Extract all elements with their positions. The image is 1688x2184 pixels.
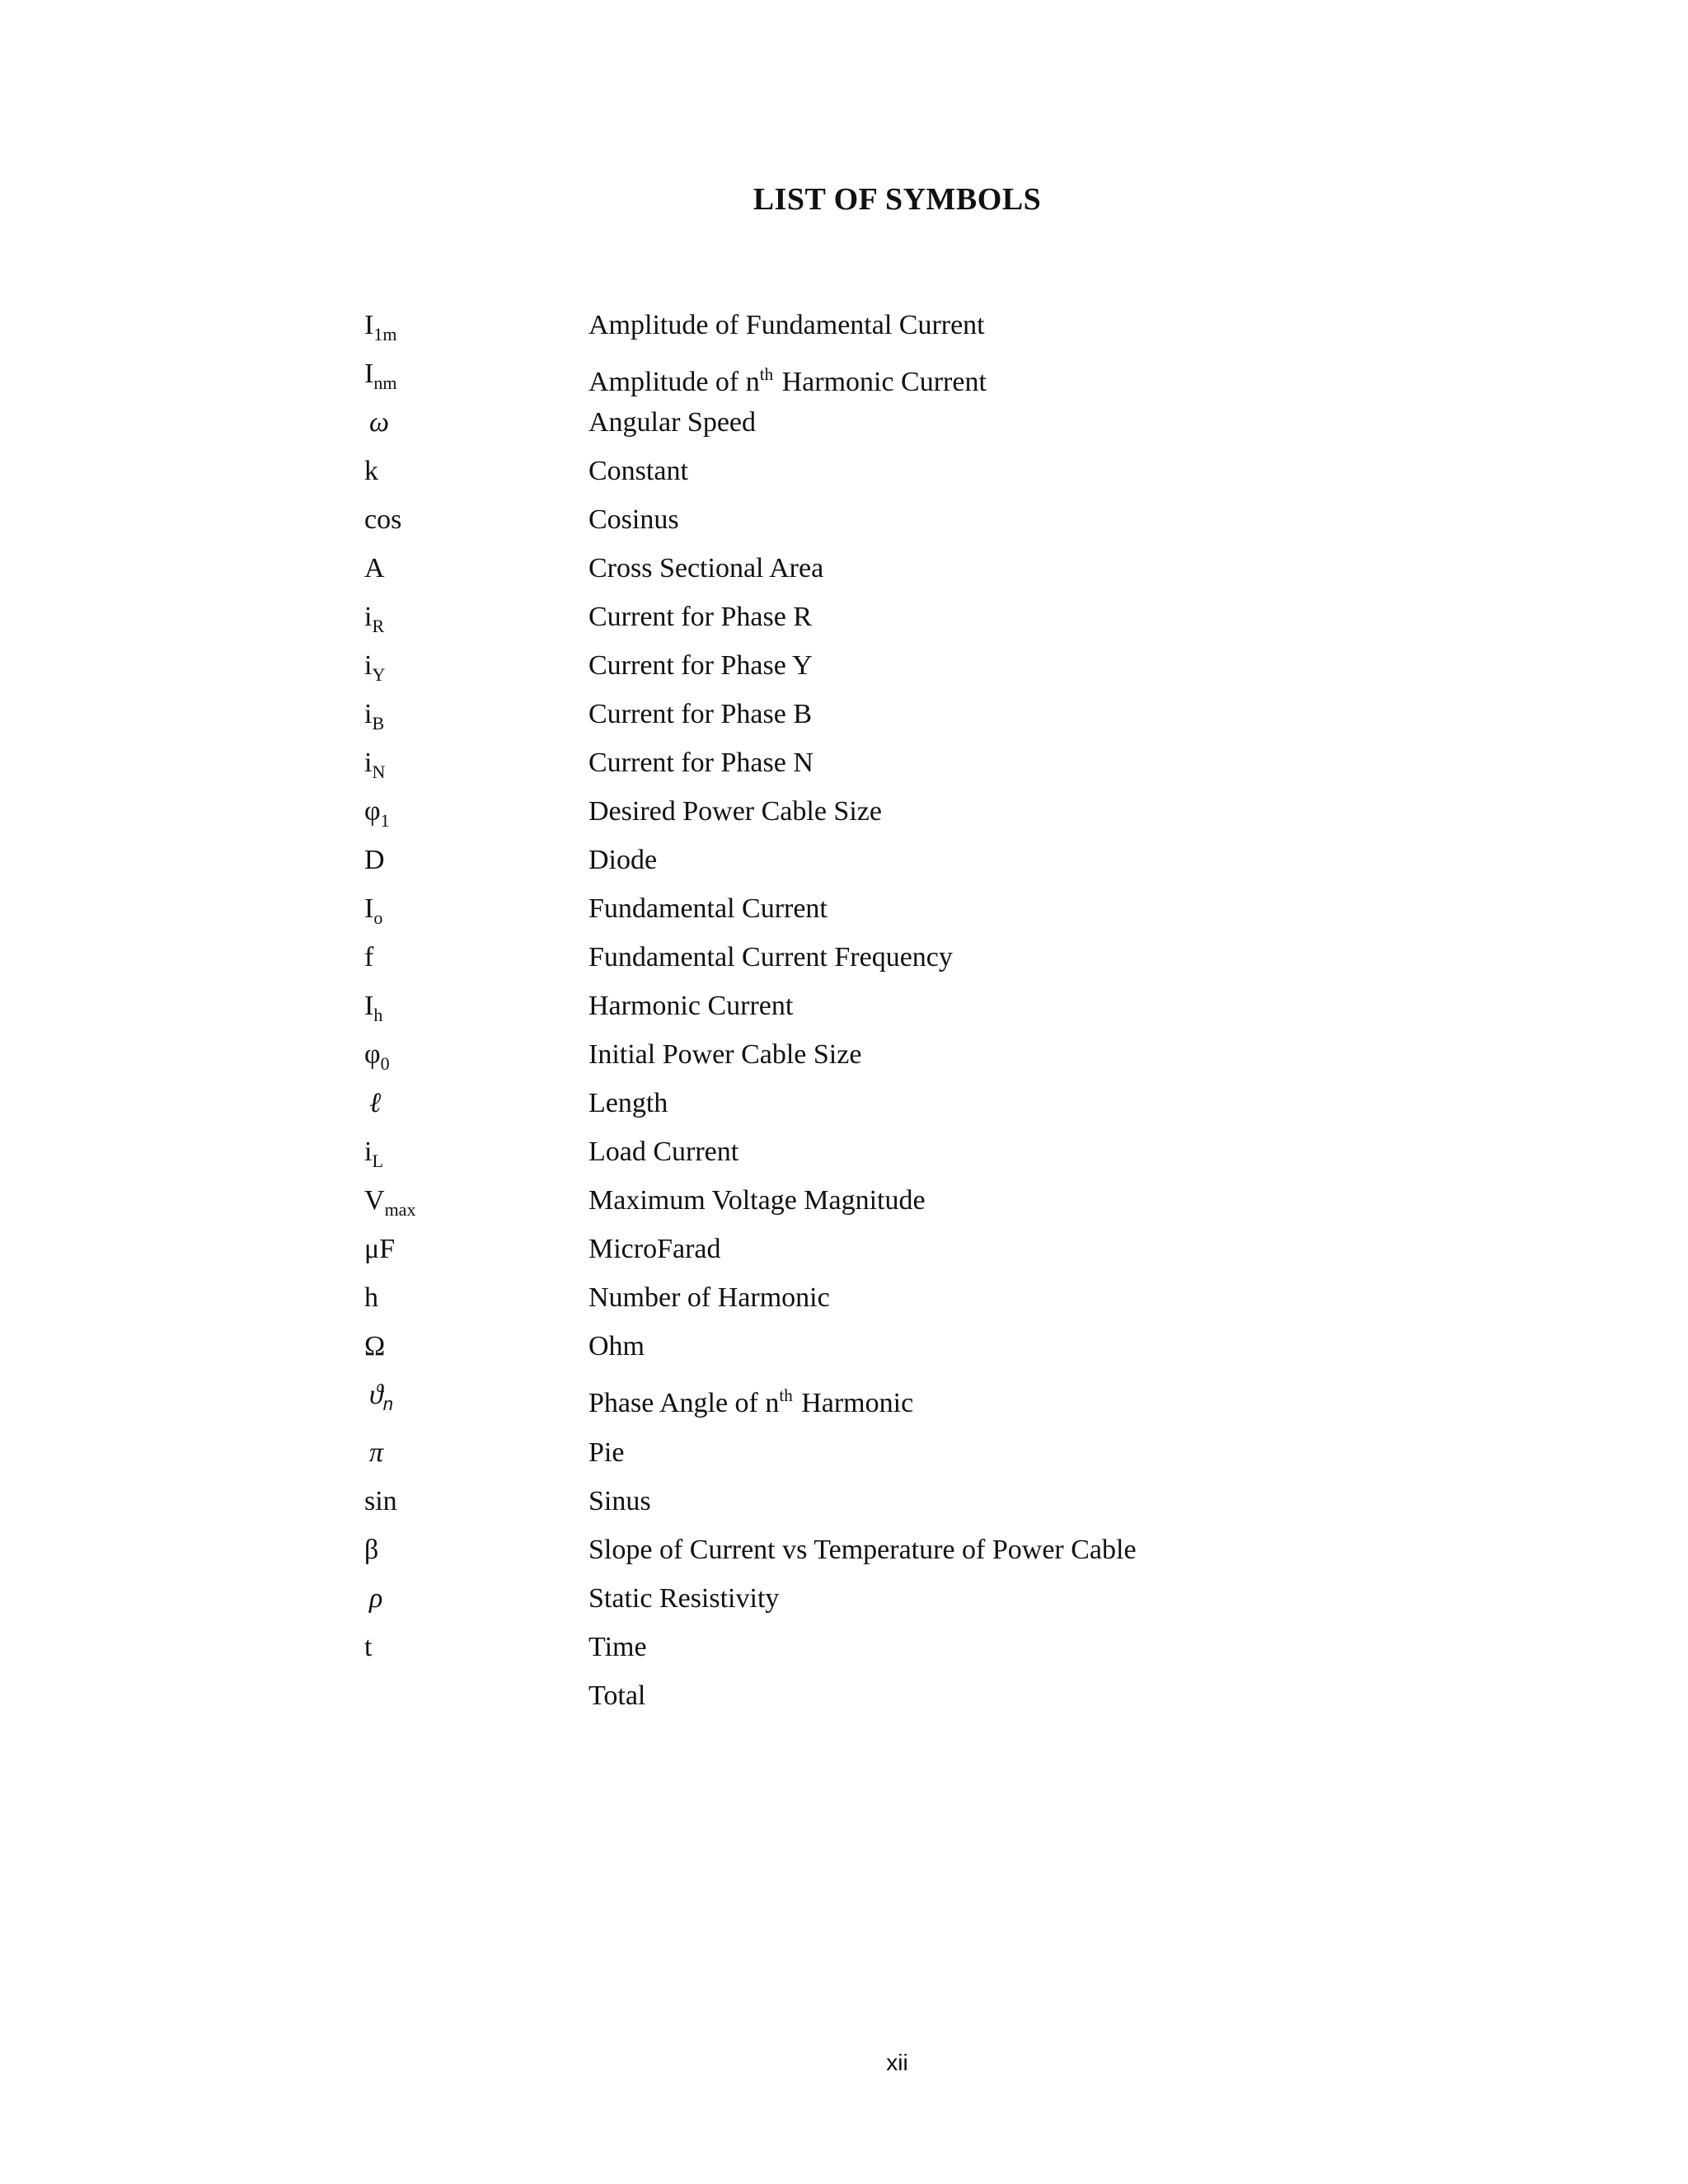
symbol: ρ [369, 1583, 383, 1614]
symbol-row [364, 402, 1436, 443]
symbol: sin [364, 1486, 397, 1516]
symbol-row [364, 1530, 1436, 1571]
symbol: $i_Y$ [364, 650, 386, 685]
symbol-row [364, 1132, 1436, 1173]
symbol-row [364, 840, 1436, 881]
symbol-description: Fundamental Current Frequency [588, 942, 953, 972]
symbol-row [364, 1627, 1436, 1668]
symbol-description: Harmonic Current [588, 991, 794, 1021]
symbol: $I_{nm}$ [364, 359, 397, 393]
symbol-description: Time [588, 1632, 647, 1662]
symbol-row [364, 645, 1436, 687]
symbol-row [364, 937, 1436, 978]
symbol: f [364, 942, 374, 972]
symbol: t [364, 1632, 373, 1662]
symbol-description: Diode [588, 845, 658, 875]
symbol-description: Fundamental Current [588, 893, 828, 924]
page-title: LIST OF SYMBOLS [753, 182, 1042, 217]
symbol-description: Current for Phase Y [588, 650, 813, 681]
symbol: cos [364, 504, 402, 535]
symbol-row [364, 986, 1436, 1027]
symbol: $i_N$ [364, 748, 386, 782]
symbol-description: Number of Harmonic [588, 1282, 830, 1313]
symbol: Ω [364, 1331, 386, 1361]
symbol: ω [369, 407, 390, 438]
symbol: $i_L$ [364, 1137, 383, 1171]
symbol: μF [364, 1234, 396, 1264]
symbol: $V_{max}$ [364, 1185, 416, 1220]
symbol-description: Ohm [588, 1331, 645, 1361]
symbol-row [364, 305, 1436, 346]
symbol-description: Amplitude of $n^{th}$ Harmonic Current [588, 364, 987, 397]
symbol-description: Amplitude of Fundamental Current [588, 310, 985, 340]
symbol: A [364, 553, 385, 583]
symbol-description: Length [588, 1088, 668, 1118]
symbol-description: Initial Power Cable Size [588, 1039, 862, 1070]
symbol-row [364, 499, 1436, 541]
symbol-description: Sinus [588, 1486, 651, 1516]
symbol: $\varphi_1$ [364, 796, 390, 831]
symbol: π [369, 1437, 384, 1468]
symbol: $\varphi_0$ [364, 1039, 390, 1074]
symbol-row [364, 1034, 1436, 1076]
symbol-row [364, 888, 1436, 930]
symbol: D [364, 845, 385, 875]
symbol-row [364, 1675, 1436, 1717]
symbol-row [364, 548, 1436, 589]
symbol-row [364, 1375, 1436, 1416]
symbol-row [364, 1229, 1436, 1270]
symbol-row [364, 1432, 1436, 1474]
symbol-description: Pie [588, 1437, 625, 1468]
symbol-description: Maximum Voltage Magnitude [588, 1185, 926, 1216]
symbol: $I_{1m}$ [364, 310, 397, 344]
symbol-description: Cross Sectional Area [588, 553, 824, 583]
symbol-description: Angular Speed [588, 407, 757, 438]
symbol: h [364, 1282, 378, 1313]
symbol: $ϑ_n$ [369, 1380, 393, 1414]
symbol: $i_B$ [364, 699, 385, 733]
symbol: k [364, 456, 378, 486]
symbol-row [364, 1180, 1436, 1221]
symbol: ℓ [369, 1088, 382, 1118]
symbol-row [364, 1083, 1436, 1124]
symbol-description: Current for Phase R [588, 602, 813, 632]
symbol-description: Current for Phase B [588, 699, 813, 729]
symbol-description: Desired Power Cable Size [588, 796, 882, 827]
symbol-row [364, 1578, 1436, 1619]
symbol-description: Cosinus [588, 504, 679, 535]
symbol-description: Constant [588, 456, 688, 486]
symbol-row [364, 1277, 1436, 1319]
symbol-row [364, 694, 1436, 735]
symbol-description: Total [588, 1680, 646, 1711]
symbol-description: MicroFarad [588, 1234, 721, 1264]
symbol-description: Slope of Current vs Temperature of Power Cable [588, 1535, 1137, 1565]
symbol: $i_R$ [364, 602, 385, 636]
symbol: β [364, 1535, 379, 1565]
symbol-row [364, 791, 1436, 832]
symbol-row [364, 597, 1436, 638]
symbol-description: Load Current [588, 1137, 739, 1167]
symbol: $I_o$ [364, 893, 383, 928]
symbol-row [364, 1326, 1436, 1367]
symbol-row [364, 451, 1436, 492]
symbol-description: Current for Phase N [588, 748, 814, 778]
symbol-row [364, 743, 1436, 784]
symbol-description: Phase Angle of $n^{th}$ Harmonic [588, 1385, 914, 1418]
symbol-row [364, 354, 1436, 395]
symbol-description: Static Resistivity [588, 1583, 780, 1614]
symbol-row [364, 1481, 1436, 1522]
symbol: $I_h$ [364, 991, 383, 1025]
page-number: xii [886, 2050, 908, 2075]
